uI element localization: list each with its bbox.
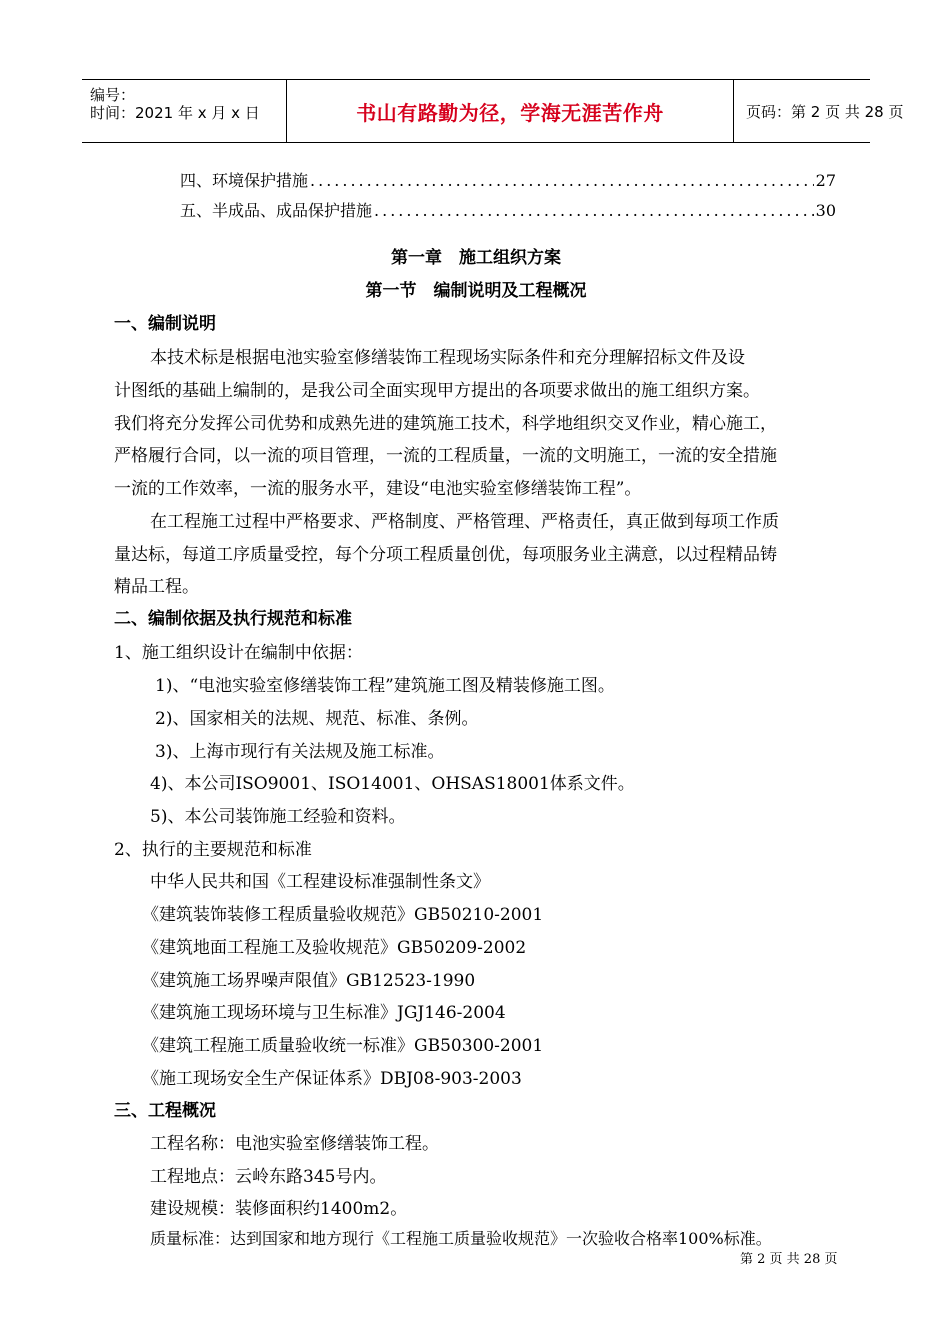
page-header (82, 79, 904, 143)
toc-label: 四、环境保护措施 (180, 171, 309, 190)
list-item: 3)、上海市现行有关法规及施工标准。 (155, 742, 445, 762)
list-item: 4)、本公司ISO9001、ISO14001、OHSAS18001体系文件。 (150, 774, 635, 794)
overview-line: 工程名称：电池实验室修缮装饰工程。 (150, 1134, 439, 1154)
list-item: 2)、国家相关的法规、规范、标准、条例。 (155, 709, 479, 729)
paragraph-line: 我们将充分发挥公司优势和成熟先进的建筑施工技术，科学地组织交叉作业，精心施工， (114, 414, 777, 434)
toc-page: 30 (815, 201, 836, 220)
toc-entry (180, 198, 836, 222)
toc-page: 27 (815, 171, 836, 190)
header-meta (82, 80, 286, 142)
standard-item: 《建筑工程施工质量验收统一标准》GB50300-2001 (142, 1036, 544, 1056)
part3-heading: 三、工程概况 (114, 1101, 216, 1121)
subheading: 2、执行的主要规范和标准 (114, 840, 312, 860)
header-motto: 书山有路勤为径，学海无涯苦作舟 (356, 100, 664, 125)
paragraph-line: 一流的工作效率，一流的服务水平，建设“电池实验室修缮装饰工程”。 (114, 479, 642, 499)
overview-line: 工程地点：云岭东路345号内。 (150, 1167, 387, 1187)
overview-line: 建设规模：装修面积约1400m2。 (150, 1199, 408, 1219)
toc-label: 五、半成品、成品保护措施 (180, 201, 373, 220)
part2-heading: 二、编制依据及执行规范和标准 (114, 609, 352, 629)
header-motto-cell (286, 80, 734, 142)
page-footer: 第 2 页 共 28 页 (740, 1252, 838, 1267)
part1-heading: 一、编制说明 (114, 314, 216, 334)
header-page-cell (734, 80, 904, 142)
paragraph-line: 计图纸的基础上编制的，是我公司全面实现甲方提出的各项要求做出的施工组织方案。 (114, 381, 760, 401)
standard-item: 《建筑施工现场环境与卫生标准》JGJ146-2004 (142, 1003, 506, 1023)
toc-dot-leader (310, 171, 814, 190)
document-number: 编号： (90, 86, 136, 104)
subheading: 1、施工组织设计在编制中依据： (114, 643, 363, 663)
section-title: 第一节 编制说明及工程概况 (365, 281, 587, 301)
standard-item: 《建筑施工场界噪声限值》GB12523-1990 (142, 971, 476, 991)
standard-item: 《建筑装饰装修工程质量验收规范》GB50210-2001 (142, 905, 544, 925)
paragraph-line: 严格履行合同，以一流的项目管理，一流的工程质量，一流的文明施工，一流的安全措施 (114, 446, 777, 466)
toc-dot-leader (374, 201, 814, 220)
header-page-info: 页码：第 2 页 共 28 页 (746, 102, 904, 121)
standard-item: 中华人民共和国《工程建设标准强制性条文》 (150, 872, 490, 892)
overview-line: 质量标准：达到国家和地方现行《工程施工质量验收规范》一次验收合格率100%标准。 (150, 1229, 772, 1248)
paragraph-line: 本技术标是根据电池实验室修缮装饰工程现场实际条件和充分理解招标文件及设 (150, 348, 745, 368)
standard-item: 《施工现场安全生产保证体系》DBJ08-903-2003 (142, 1069, 522, 1089)
paragraph-line: 精品工程。 (114, 577, 199, 597)
standard-item: 《建筑地面工程施工及验收规范》GB50209-2002 (142, 938, 527, 958)
list-item: 1)、“电池实验室修缮装饰工程”建筑施工图及精装修施工图。 (155, 676, 615, 696)
document-date: 时间：2021 年 x 月 x 日 (90, 104, 260, 122)
paragraph-line: 量达标，每道工序质量受控，每个分项工程质量创优，每项服务业主满意，以过程精品铸 (114, 545, 777, 565)
toc-entry (180, 168, 836, 192)
paragraph-line: 在工程施工过程中严格要求、严格制度、严格管理、严格责任，真正做到每项工作质 (150, 512, 779, 532)
list-item: 5)、本公司装饰施工经验和资料。 (150, 807, 406, 827)
chapter-title: 第一章 施工组织方案 (391, 248, 561, 268)
